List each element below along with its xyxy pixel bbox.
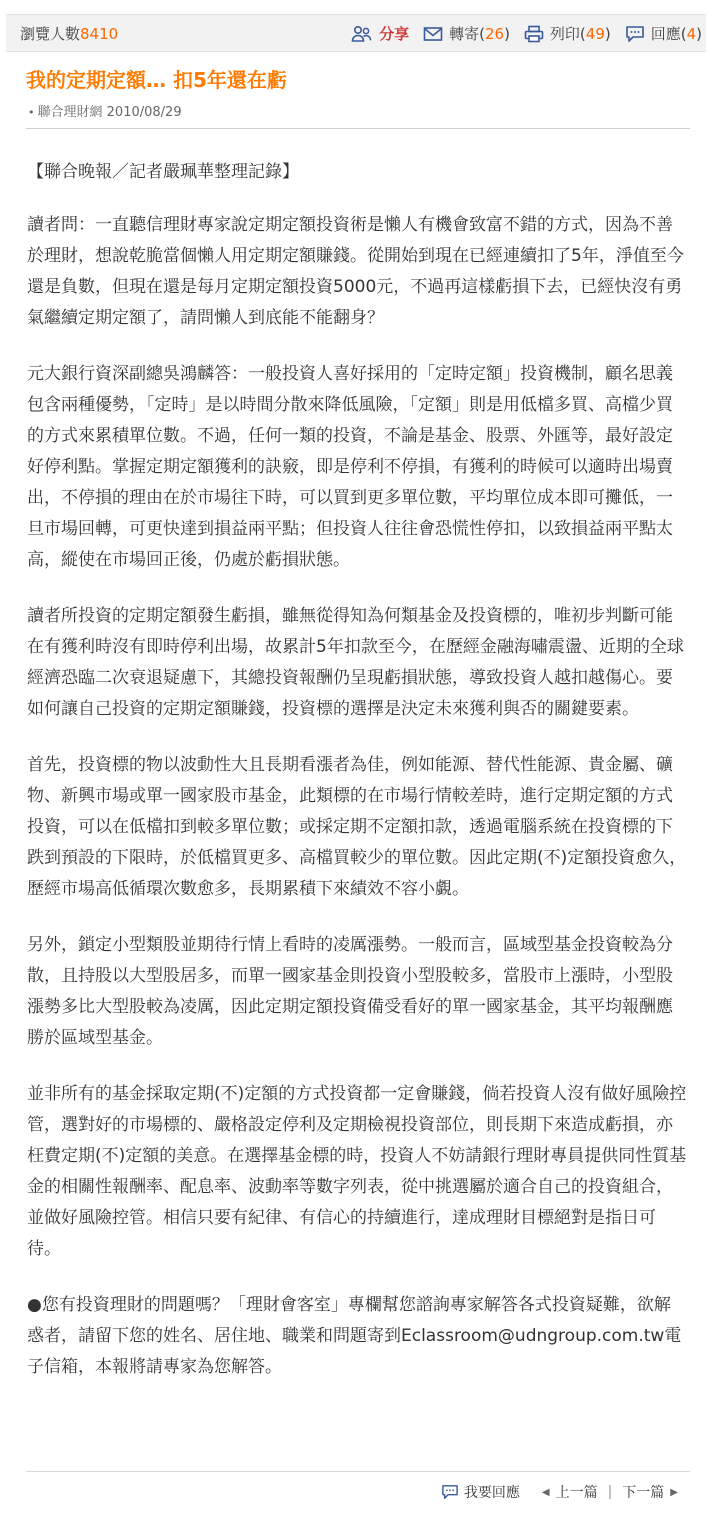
write-reply-button[interactable] (441, 1482, 520, 1502)
title-divider (26, 128, 690, 129)
article-paragraph: 首先，投資標的物以波動性大且長期看漲者為佳，例如能源、替代性能源、貴金屬、礦物、新興市場或單一國家股市基金，此類標的在市場行情較差時，進行定期定額的方式投資，可以在低檔扣到較多單位數；或採定期不定額扣款，透過電腦系統在投資標的下跌到預設的下限時，於低檔買更多、高檔買較少的單位數。因此定期(不)定額投資愈久，歷經市場高低循環次數愈多，長期累積下來績效不容小覷。 (27, 755, 687, 899)
view-count-number: 8410 (80, 25, 119, 43)
print-button[interactable] (524, 23, 611, 44)
view-count (20, 23, 118, 44)
reply-close-paren: ) (696, 24, 702, 43)
forward-label: 轉寄( (449, 25, 485, 43)
forward-button[interactable] (423, 23, 510, 44)
article-footer (441, 1482, 684, 1502)
envelope-icon (423, 26, 443, 42)
article-title: 我的定期定額… 扣5年還在虧 (26, 68, 287, 92)
article-paragraph: 元大銀行資深副總吳鴻麟答：一般投資人喜好採用的「定時定額」投資機制，顧名思義包含兩種優勢，「定時」是以時間分散來降低風險，「定額」則是用低檔多買、高檔少買的方式來累積單位數。不過，任何一類的投資，不論是基金、股票、外匯等，最好設定好停利點。掌握定期定額獲利的訣竅，即是停利不停損，有獲利的時候可以適時出場賣出，不停損的理由在於市場往下時，可以買到更多單位數，平均單位成本即可攤低，一旦市場回轉，可更快達到損益兩平點；但投資人往往會恐慌性停扣，以致損益兩平點太高，縱使在市場回正後，仍處於虧損狀態。 (27, 364, 673, 570)
share-button[interactable] (351, 23, 409, 44)
article-byline: 【聯合晚報／記者嚴珮華整理記錄】 (27, 162, 299, 182)
print-close-paren: ) (604, 24, 611, 43)
article-source: 聯合理財網 (37, 105, 103, 120)
bullet-dot-icon: • (28, 106, 35, 119)
article-toolbar (6, 14, 706, 52)
view-count-label: 瀏覽人數 (20, 25, 81, 43)
print-count: 49 (585, 24, 605, 43)
article-paragraph: 讀者問：一直聽信理財專家說定期定額投資術是懶人有機會致富不錯的方式，因為不善於理財，想說乾脆當個懶人用定期定額賺錢。從開始到現在已經連續扣了5年，淨值至今還是負數，但現在還是每月定期定額投資5000元，不過再這樣虧損下去，已經快沒有勇氣繼續定期定額了，請問懶人到底能不能翻身？ (27, 215, 684, 328)
chevron-left-icon: ◀ (541, 1486, 550, 1498)
article-meta (28, 101, 182, 120)
speech-bubble-icon (625, 25, 645, 43)
article-date: 2010/08/29 (106, 105, 182, 120)
article-body (27, 157, 687, 1408)
chevron-right-icon: ▶ (670, 1486, 678, 1498)
share-people-icon (351, 25, 373, 43)
forward-count: 26 (484, 24, 505, 43)
pager-separator: | (607, 1484, 613, 1500)
article-paragraph: 並非所有的基金採取定期(不)定額的方式投資都一定會賺錢，倘若投資人沒有做好風險控管，選對好的市場標的、嚴格設定停利及定期檢視投資部位，則長期下來造成虧損，亦枉費定期(不)定額的美意。在選擇基金標的時，投資人不妨請銀行理財專員提供同性質基金的相關性報酬率、配息率、波動率等數字列表，從中挑選屬於適合自己的投資組合，並做好風險控管。相信只要有紀律、有信心的持續進行，達成理財目標絕對是指日可待。 (27, 1084, 687, 1259)
article-paragraph: 讀者所投資的定期定額發生虧損，雖無從得知為何類基金及投資標的，唯初步判斷可能在有獲利時沒有即時停利出場，故累計5年扣款至今，在歷經金融海嘯震盪、近期的全球經濟恐臨二次衰退疑慮下，其總投資報酬仍呈現虧損狀態，導致投資人越扣越傷心。要如何讓自己投資的定期定額賺錢，投資標的選擇是決定未來獲利與否的關鍵要素。 (27, 606, 684, 719)
next-article-link[interactable]: 下一篇 (622, 1485, 665, 1501)
printer-icon (524, 25, 544, 43)
speech-bubble-icon (441, 1484, 459, 1500)
print-label: 列印( (549, 25, 586, 43)
share-label: 分享 (379, 25, 410, 43)
footer-divider (26, 1471, 690, 1472)
write-reply-label: 我要回應 (463, 1485, 520, 1501)
article-actions (337, 23, 702, 44)
reply-count-button[interactable] (625, 23, 702, 44)
reply-count: 4 (686, 24, 697, 43)
article-paragraph: 另外，鎖定小型類股並期待行情上看時的凌厲漲勢。一般而言，區域型基金投資較為分散，且持股以大型股居多，而單一國家基金則投資小型股較多，當股市上漲時，小型股漲勢多比大型股較為凌厲，因此定期定額投資備受看好的單一國家基金，其平均報酬應勝於區域型基金。 (27, 935, 673, 1048)
forward-close-paren: ) (504, 24, 510, 43)
article-pager (536, 1482, 684, 1502)
prev-article-link[interactable]: 上一篇 (555, 1485, 598, 1501)
article-paragraph: ●您有投資理財的問題嗎？「理財會客室」專欄幫您諮詢專家解答各式投資疑難，欲解惑者，請留下您的姓名、居住地、職業和問題寄到Eclassroom@udngroup.com.tw電子信箱，本報將請專家為您解答。 (27, 1295, 682, 1377)
reply-label: 回應( (650, 25, 687, 43)
